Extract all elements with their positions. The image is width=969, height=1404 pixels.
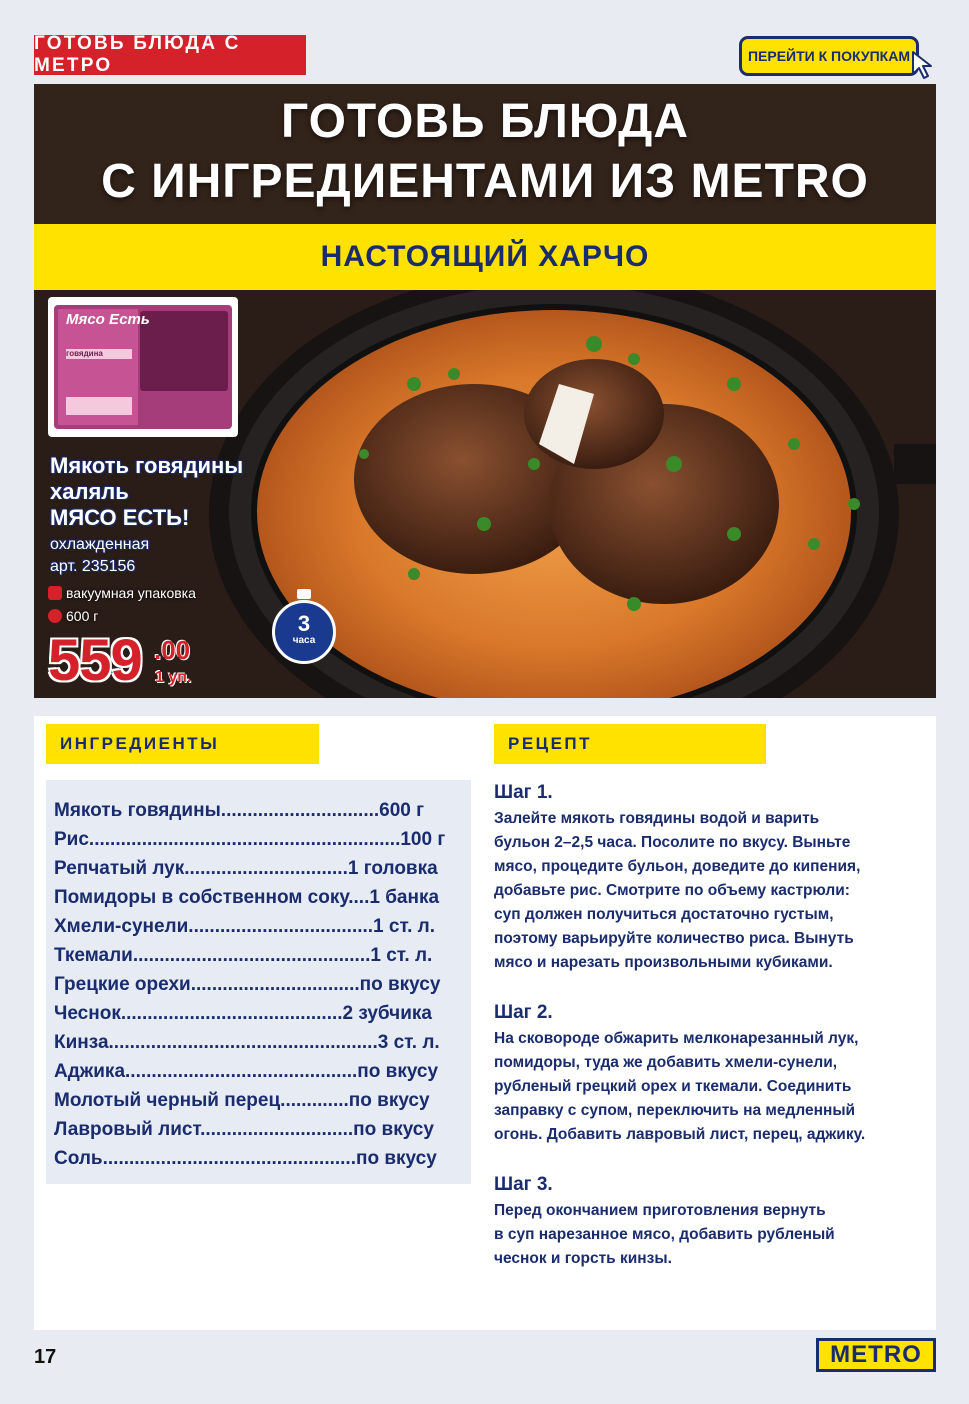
metro-logo: METRO <box>816 1338 936 1372</box>
package-icon <box>48 586 62 600</box>
cook-time-unit: часа <box>292 635 316 646</box>
price-unit: 1 уп. <box>155 669 192 686</box>
section-tag: ГОТОВЬ БЛЮДА С МЕТРО <box>34 35 306 75</box>
product-state: охлажденная <box>50 536 150 553</box>
ingredient-item: Чеснок..........................................2 зубчика <box>54 1003 432 1024</box>
product-brand: МЯСО ЕСТЬ! <box>50 505 190 530</box>
weight-info <box>48 608 98 624</box>
product-name-line2: халяль <box>50 479 129 504</box>
step-3-text: Перед окончанием приготовления вернуть в суп нарезанное мясо, добавить рубленый чеснок и горсть кинзы. <box>494 1202 835 1267</box>
ingredient-item: Репчатый лук...............................1 головка <box>54 858 438 879</box>
ingredients-list <box>46 780 471 1184</box>
pack-label: говядина <box>66 349 103 358</box>
ingredient-item: Молотый черный перец.............по вкусу <box>54 1090 430 1111</box>
recipe-panel <box>34 716 936 1330</box>
go-to-shopping-button[interactable]: ПЕРЕЙТИ К ПОКУПКАМ <box>739 36 919 76</box>
step-2-title: Шаг 2. <box>494 1002 553 1023</box>
step-1-text: Залейте мякоть говядины водой и варить бульон 2–2,5 часа. Посолите по вкусу. Выньте мясо, процедите бульон, доведите до кипения, добавьте рис. Смотрите по объему кастрюли: суп должен получиться достаточно густым, поэтому варьируйте количество риса. Вынуть мясо и нарезать произвольными кубиками. <box>494 810 861 971</box>
ingredient-item: Хмели-сунели...................................1 ст. л. <box>54 916 436 937</box>
ingredient-item: Лавровый лист.............................по вкусу <box>54 1119 434 1140</box>
ingredient-item: Аджика............................................по вкусу <box>54 1061 439 1082</box>
ingredient-item: Соль................................................по вкусу <box>54 1148 437 1169</box>
weight-text: 600 г <box>66 608 99 624</box>
page-number: 17 <box>34 1346 57 1368</box>
product-article: арт. 235156 <box>50 558 136 575</box>
step-3-title: Шаг 3. <box>494 1174 553 1195</box>
stopwatch-knob <box>297 589 311 599</box>
pack-brand: Мясо Есть <box>66 311 150 328</box>
product-name-line1: Мякоть говядины <box>50 453 244 478</box>
ingredient-item: Рис...........................................................100 г <box>54 829 446 850</box>
price-cents: .00 <box>154 635 191 665</box>
hero-banner <box>34 84 936 698</box>
step-2-text: На сковороде обжарить мелконарезанный лук, помидоры, туда же добавить хмели-сунели, рубленый грецкий орех и ткемали. Соединить заправку с супом, переключить на медленный огонь. Добавить лавровый лист, перец, аджику. <box>494 1030 866 1143</box>
cursor-pointer-icon <box>911 50 937 80</box>
dish-name: НАСТОЯЩИЙ ХАРЧО <box>34 224 936 290</box>
hero-title-line2: С ИНГРЕДИЕНТАМИ ИЗ METRO <box>101 155 869 208</box>
package-info <box>48 585 196 601</box>
price-main: 559 <box>48 628 142 693</box>
product-image <box>48 297 238 437</box>
package-text: вакуумная упаковка <box>66 585 196 601</box>
stopwatch-icon <box>272 600 336 664</box>
step-1-title: Шаг 1. <box>494 782 553 803</box>
cook-time-value: 3 <box>297 611 311 636</box>
ingredient-item: Мякоть говядины..............................600 г <box>54 800 425 821</box>
ingredient-item: Ткемали.............................................1 ст. л. <box>54 945 433 966</box>
hero-title-line1: ГОТОВЬ БЛЮДА <box>280 95 690 148</box>
ingredient-item: Кинза...................................................3 ст. л. <box>54 1032 440 1053</box>
ingredients-label: ИНГРЕДИЕНТЫ <box>46 724 319 764</box>
ingredient-item: Грецкие орехи................................по вкусу <box>54 974 441 995</box>
weight-icon <box>48 609 62 623</box>
ingredient-item: Помидоры в собственном соку....1 банка <box>54 887 440 908</box>
recipe-label: РЕЦЕПТ <box>494 724 766 764</box>
